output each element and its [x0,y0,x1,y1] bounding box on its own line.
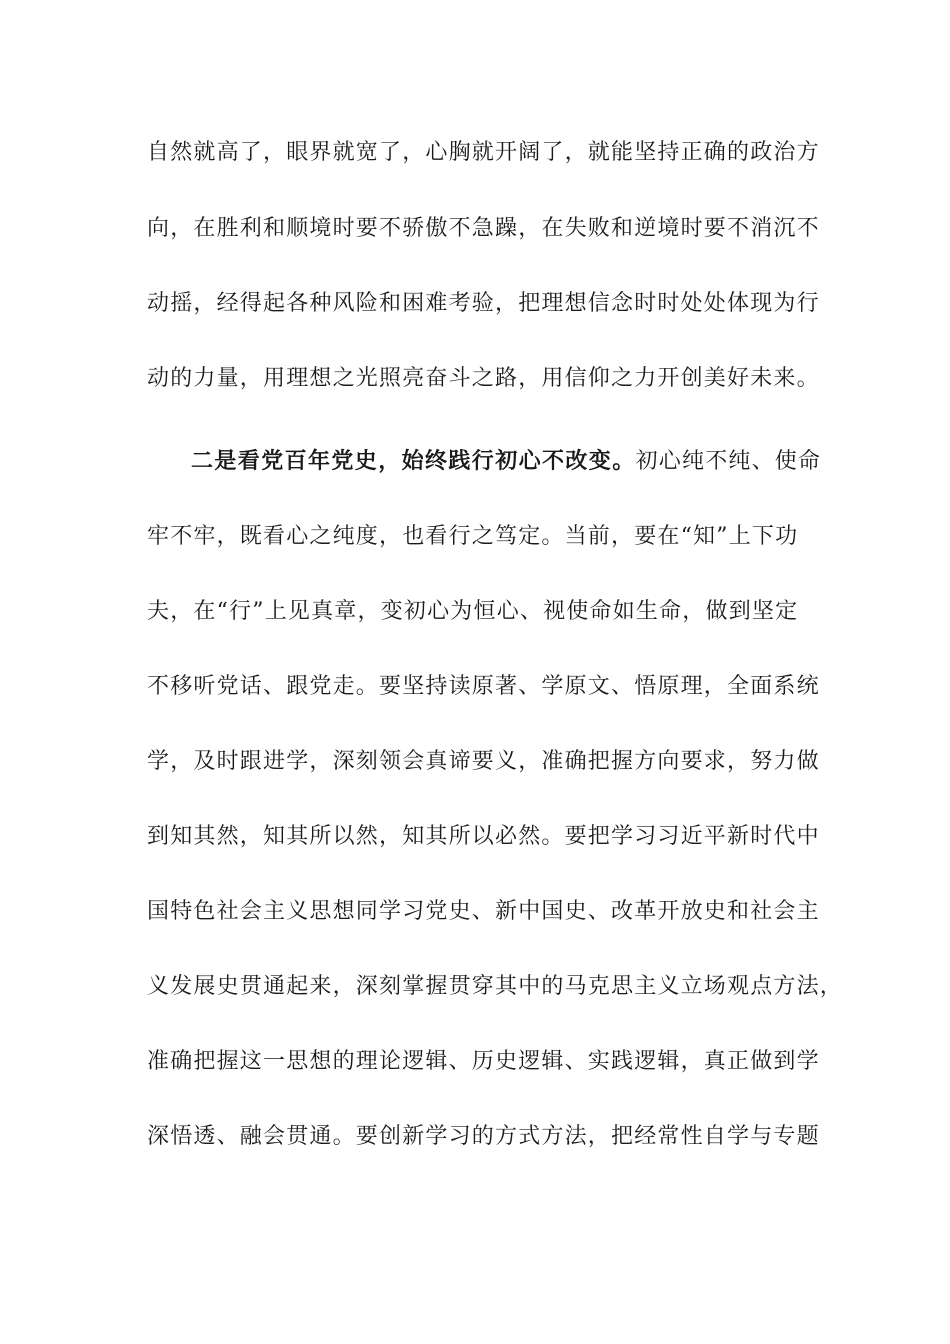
paragraph-2-line-1 [191,445,822,479]
paragraph-2-line-4: 不移听党话、跟党走。要坚持读原著、学原文、悟原理，全面系统 [147,674,820,699]
paragraph-2-line-8: 义发展史贯通起来，深刻掌握贯穿其中的马克思主义立场观点方法， [147,974,844,999]
paragraph-2-line-5: 学，及时跟进学，深刻领会真谛要义，准确把握方向要求，努力做 [147,749,820,774]
paragraph-2-line-10: 深悟透、融会贯通。要创新学习的方式方法，把经常性自学与专题 [147,1124,820,1149]
paragraph-1-line-3: 动摇，经得起各种风险和困难考验，把理想信念时时处处体现为行 [147,291,820,316]
paragraph-1-line-4: 动的力量，用理想之光照亮奋斗之路，用信仰之力开创美好未来。 [147,366,820,391]
paragraph-2-line-9: 准确把握这一思想的理论逻辑、历史逻辑、实践逻辑，真正做到学 [147,1049,820,1074]
paragraph-2-heading: 二是看党百年党史，始终践行初心不改变。 [191,449,636,474]
paragraph-2-line-7: 国特色社会主义思想同学习党史、新中国史、改革开放史和社会主 [147,899,820,924]
paragraph-1-line-1: 自然就高了，眼界就宽了，心胸就开阔了，就能坚持正确的政治方 [147,140,820,165]
paragraph-1-line-2: 向，在胜利和顺境时要不骄傲不急躁，在失败和逆境时要不消沉不 [147,216,820,241]
paragraph-2-first-line-text: 初心纯不纯、使命 [635,449,822,474]
paragraph-2-line-3: 夫，在“行”上见真章，变初心为恒心、视使命如生命，做到坚定 [147,599,799,624]
paragraph-2-line-2: 牢不牢，既看心之纯度，也看行之笃定。当前，要在“知”上下功 [147,524,799,549]
paragraph-2-line-6: 到知其然，知其所以然，知其所以必然。要把学习习近平新时代中 [147,824,820,849]
